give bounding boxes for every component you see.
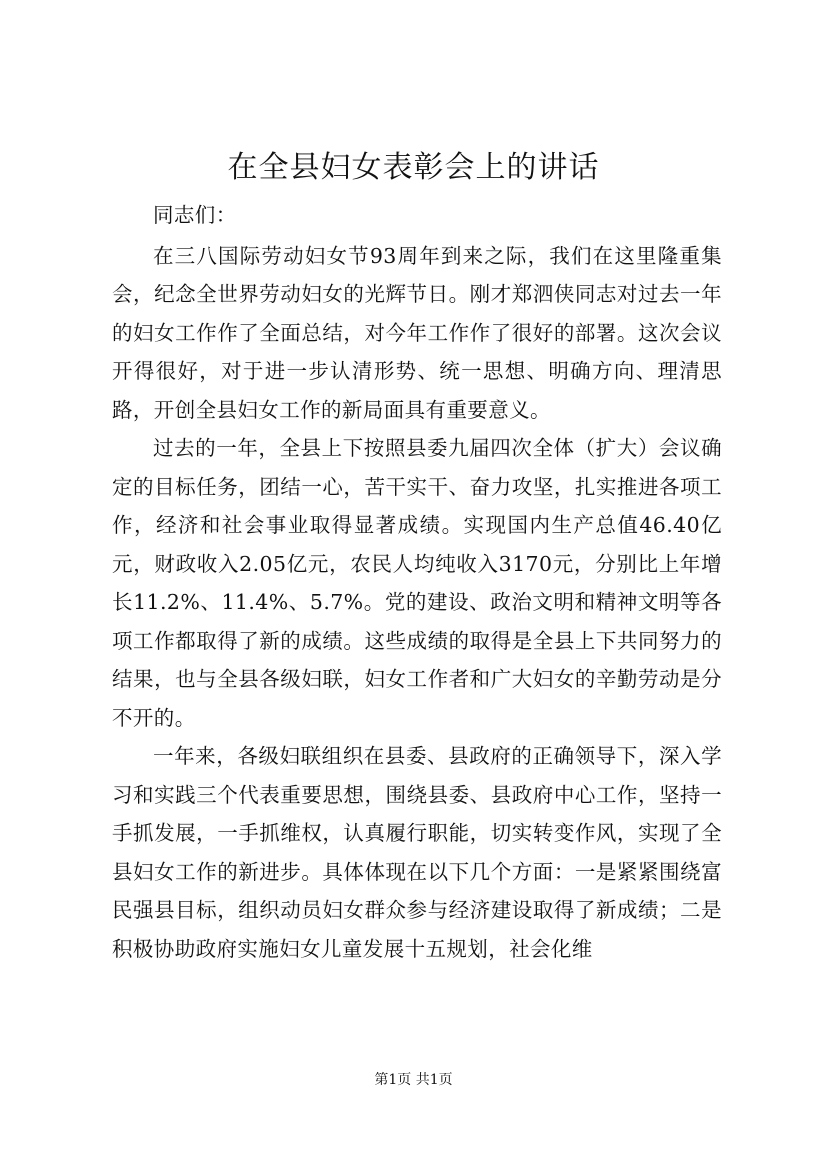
document-title: 在全县妇女表彰会上的讲话 <box>227 150 600 185</box>
paragraph-2: 过去的一年，全县上下按照县委九届四次全体（扩大）会议确定的目标任务，团结一心，苦干实干、奋力攻坚，扎实推进各项工作，经济和社会事业取得显著成绩。实现国内生产总值46.40亿元，财政收入2.05亿元，农民人均纯收入3170元，分别比上年增长11.2%、11.4%、5.7%。党的建设、政治文明和精神文明等各项工作都取得了新的成绩。这些成绩的取得是全县上下共同努力的结果，也与全县各级妇联，妇女工作者和广大妇女的辛勤劳动是分不开的。 <box>112 436 722 730</box>
paragraph-1: 在三八国际劳动妇女节93周年到来之际，我们在这里隆重集会，纪念全世界劳动妇女的光辉节日。刚才郑泗侠同志对过去一年的妇女工作作了全面总结，对今年工作作了很好的部署。这次会议开得很好，对于进一步认清形势、统一思想、明确方向、理清思路，开创全县妇女工作的新局面具有重要意义。 <box>112 243 722 422</box>
paragraph-3: 一年来，各级妇联组织在县委、县政府的正确领导下，深入学习和实践三个代表重要思想，围绕县委、县政府中心工作，坚持一手抓发展，一手抓维权，认真履行职能，切实转变作风，实现了全县妇女工作的新进步。具体体现在以下几个方面：一是紧紧围绕富民强县目标，组织动员妇女群众参与经济建设取得了新成绩；二是积极协助政府实施妇女儿童发展十五规划，社会化维 <box>112 744 722 961</box>
salutation: 同志们： <box>153 203 237 227</box>
document-body <box>112 196 722 968</box>
page-footer: 第1页 共1页 <box>374 1072 453 1088</box>
